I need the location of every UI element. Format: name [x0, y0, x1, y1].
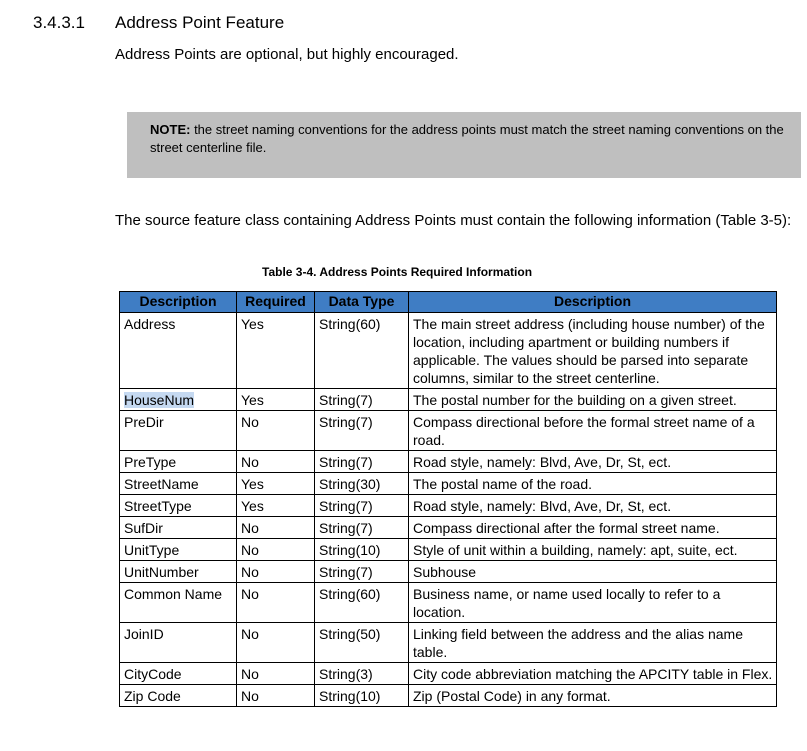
cell-data-type: String(10): [315, 685, 409, 707]
cell-field-name: Address: [120, 313, 237, 389]
cell-required: No: [237, 539, 315, 561]
section-title: Address Point Feature: [115, 13, 285, 32]
cell-field-description: Road style, namely: Blvd, Ave, Dr, St, ect.: [409, 451, 777, 473]
cell-data-type: String(7): [315, 389, 409, 411]
cell-required: No: [237, 517, 315, 539]
table-row: [120, 663, 777, 685]
cell-field-description: Subhouse: [409, 561, 777, 583]
header-field-description: Description: [409, 292, 777, 313]
lead-paragraph: The source feature class containing Address Points must contain the following information (Table 3-5):: [115, 212, 792, 229]
table-row: [120, 583, 777, 623]
cell-required: No: [237, 583, 315, 623]
section-intro: Address Points are optional, but highly encouraged.: [115, 46, 459, 63]
cell-data-type: String(7): [315, 517, 409, 539]
cell-data-type: String(30): [315, 473, 409, 495]
table-row: [120, 517, 777, 539]
cell-required: No: [237, 685, 315, 707]
table-row: [120, 495, 777, 517]
cell-data-type: String(3): [315, 663, 409, 685]
table-header-row: [120, 292, 777, 313]
cell-field-name: PreType: [120, 451, 237, 473]
cell-field-description: Style of unit within a building, namely: apt, suite, ect.: [409, 539, 777, 561]
cell-field-description: The postal number for the building on a given street.: [409, 389, 777, 411]
cell-data-type: String(50): [315, 623, 409, 663]
header-data-type: Data Type: [315, 292, 409, 313]
table-row: [120, 473, 777, 495]
cell-field-name: UnitType: [120, 539, 237, 561]
cell-required: No: [237, 623, 315, 663]
cell-field-description: Business name, or name used locally to refer to a location.: [409, 583, 777, 623]
cell-field-description: Road style, namely: Blvd, Ave, Dr, St, ect.: [409, 495, 777, 517]
table-row: [120, 623, 777, 663]
cell-data-type: String(7): [315, 561, 409, 583]
cell-field-description: Linking field between the address and the alias name table.: [409, 623, 777, 663]
cell-required: No: [237, 663, 315, 685]
cell-required: Yes: [237, 389, 315, 411]
header-required: Required: [237, 292, 315, 313]
cell-data-type: String(7): [315, 495, 409, 517]
cell-field-name: SufDir: [120, 517, 237, 539]
table-row: [120, 539, 777, 561]
cell-data-type: String(7): [315, 451, 409, 473]
cell-field-description: The postal name of the road.: [409, 473, 777, 495]
cell-data-type: String(60): [315, 583, 409, 623]
table-caption: Table 3-4. Address Points Required Information: [262, 265, 533, 279]
cell-field-name: StreetName: [120, 473, 237, 495]
cell-required: Yes: [237, 313, 315, 389]
cell-field-name: UnitNumber: [120, 561, 237, 583]
cell-data-type: String(10): [315, 539, 409, 561]
cell-data-type: String(60): [315, 313, 409, 389]
table-row: [120, 389, 777, 411]
cell-field-description: Compass directional before the formal street name of a road.: [409, 411, 777, 451]
note-text: the street naming conventions for the address points must match the street naming conventions on the street centerline file.: [150, 122, 784, 155]
cell-required: No: [237, 451, 315, 473]
cell-field-name: CityCode: [120, 663, 237, 685]
cell-required: Yes: [237, 495, 315, 517]
cell-field-name: Zip Code: [120, 685, 237, 707]
header-description: Description: [120, 292, 237, 313]
table-row: [120, 561, 777, 583]
table-row: [120, 313, 777, 389]
note-box: [127, 112, 801, 178]
cell-data-type: String(7): [315, 411, 409, 451]
cell-field-name: PreDir: [120, 411, 237, 451]
cell-field-name: StreetType: [120, 495, 237, 517]
cell-required: No: [237, 561, 315, 583]
table-row: [120, 411, 777, 451]
cell-field-description: Compass directional after the formal street name.: [409, 517, 777, 539]
cell-field-name: JoinID: [120, 623, 237, 663]
cell-field-name: [120, 389, 237, 411]
cell-field-description: City code abbreviation matching the APCITY table in Flex.: [409, 663, 777, 685]
cell-field-description: Zip (Postal Code) in any format.: [409, 685, 777, 707]
section-number: 3.4.3.1: [33, 13, 85, 32]
cell-field-description: The main street address (including house number) of the location, including apartment or building numbers if applicable. The values should be parsed into separate columns, similar to the street centerline.: [409, 313, 777, 389]
table-row: [120, 685, 777, 707]
selected-text-highlight[interactable]: HouseNum: [124, 392, 195, 408]
address-points-table: [119, 291, 777, 707]
note-label: NOTE:: [150, 122, 191, 137]
cell-required: Yes: [237, 473, 315, 495]
cell-required: No: [237, 411, 315, 451]
table-row: [120, 451, 777, 473]
cell-field-name: Common Name: [120, 583, 237, 623]
